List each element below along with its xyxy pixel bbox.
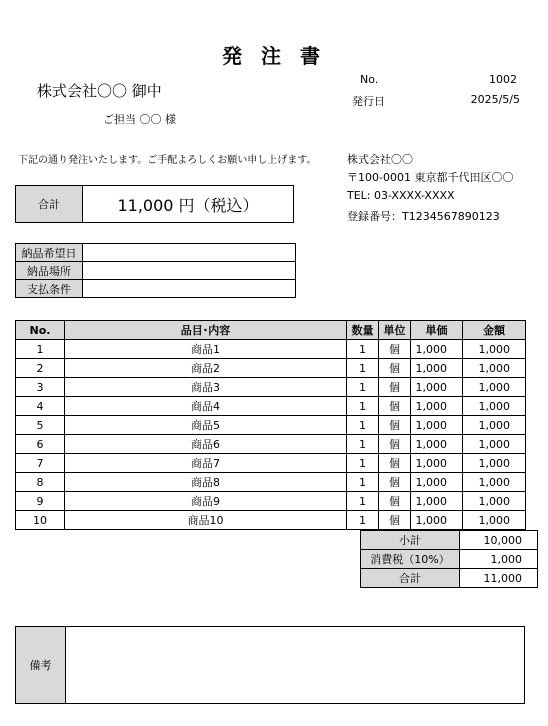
item-no: 2 <box>16 359 65 378</box>
item-amount: 1,000 <box>463 473 526 492</box>
table-row <box>16 378 526 397</box>
delivery-date-value <box>83 244 296 262</box>
item-amount: 1,000 <box>463 359 526 378</box>
payment-terms-label: 支払条件 <box>16 280 83 298</box>
item-qty: 1 <box>347 454 379 473</box>
item-qty: 1 <box>347 340 379 359</box>
table-row <box>16 473 526 492</box>
item-name: 商品8 <box>65 473 347 492</box>
summary-row <box>361 531 538 550</box>
item-unit: 個 <box>379 416 411 435</box>
col-header-amount: 金額 <box>463 321 526 340</box>
item-name: 商品10 <box>65 511 347 530</box>
col-header-item: 品目･内容 <box>65 321 347 340</box>
table-row <box>16 340 526 359</box>
item-qty: 1 <box>347 378 379 397</box>
document-title: 発 注 書 <box>222 44 326 68</box>
item-unit: 個 <box>379 359 411 378</box>
delivery-place-value <box>83 262 296 280</box>
item-no: 1 <box>16 340 65 359</box>
recipient-contact: ご担当 〇〇 様 <box>103 113 176 126</box>
table-row <box>16 492 526 511</box>
item-name: 商品5 <box>65 416 347 435</box>
summary-table <box>360 530 538 588</box>
item-qty: 1 <box>347 359 379 378</box>
table-row <box>16 359 526 378</box>
item-unit: 個 <box>379 340 411 359</box>
issuer-address: 〒100-0001 東京都千代田区〇〇 <box>347 171 514 184</box>
summary-row <box>361 569 538 588</box>
item-name: 商品6 <box>65 435 347 454</box>
item-name: 商品9 <box>65 492 347 511</box>
recipient-name: 株式会社〇〇 御中 <box>37 82 162 100</box>
delivery-info-table <box>15 243 296 298</box>
item-unit: 個 <box>379 378 411 397</box>
total-value: 11,000 円（税込） <box>117 195 259 215</box>
grand-total-value: 11,000 <box>460 569 538 588</box>
item-price: 1,000 <box>411 359 463 378</box>
item-price: 1,000 <box>411 492 463 511</box>
info-row <box>16 280 296 298</box>
payment-terms-value <box>83 280 296 298</box>
order-number-label: No. <box>360 73 379 86</box>
item-name: 商品3 <box>65 378 347 397</box>
items-table <box>15 320 526 530</box>
col-header-qty: 数量 <box>347 321 379 340</box>
delivery-date-label: 納品希望日 <box>16 244 83 262</box>
table-row <box>16 397 526 416</box>
table-row <box>16 511 526 530</box>
item-amount: 1,000 <box>463 340 526 359</box>
item-unit: 個 <box>379 454 411 473</box>
item-qty: 1 <box>347 397 379 416</box>
item-unit: 個 <box>379 492 411 511</box>
tax-value: 1,000 <box>460 550 538 569</box>
notes-label: 備考 <box>16 627 66 703</box>
notes-box <box>15 626 525 704</box>
item-price: 1,000 <box>411 511 463 530</box>
item-price: 1,000 <box>411 340 463 359</box>
col-header-price: 単価 <box>411 321 463 340</box>
item-name: 商品4 <box>65 397 347 416</box>
item-no: 5 <box>16 416 65 435</box>
table-row <box>16 454 526 473</box>
issue-date-label: 発行日 <box>352 95 385 108</box>
item-amount: 1,000 <box>463 492 526 511</box>
col-header-unit: 単位 <box>379 321 411 340</box>
items-header-row <box>16 321 526 340</box>
total-label: 合計 <box>16 186 83 222</box>
item-name: 商品7 <box>65 454 347 473</box>
issue-date-value: 2025/5/5 <box>470 93 520 106</box>
issuer-registration: 登録番号：T1234567890123 <box>347 210 500 223</box>
item-no: 9 <box>16 492 65 511</box>
item-no: 4 <box>16 397 65 416</box>
notes-body <box>66 627 524 703</box>
item-qty: 1 <box>347 511 379 530</box>
item-name: 商品2 <box>65 359 347 378</box>
col-header-no: No. <box>16 321 65 340</box>
item-no: 3 <box>16 378 65 397</box>
item-unit: 個 <box>379 435 411 454</box>
summary-row <box>361 550 538 569</box>
item-price: 1,000 <box>411 416 463 435</box>
item-unit: 個 <box>379 511 411 530</box>
item-unit: 個 <box>379 397 411 416</box>
subtotal-value: 10,000 <box>460 531 538 550</box>
info-row <box>16 244 296 262</box>
grand-total-label: 合計 <box>361 569 460 588</box>
item-qty: 1 <box>347 473 379 492</box>
tax-label: 消費税（10%） <box>361 550 460 569</box>
item-price: 1,000 <box>411 397 463 416</box>
item-name: 商品1 <box>65 340 347 359</box>
table-row <box>16 416 526 435</box>
order-notice: 下記の通り発注いたします。ご手配よろしくお願い申し上げます。 <box>18 155 317 166</box>
info-row <box>16 262 296 280</box>
item-amount: 1,000 <box>463 416 526 435</box>
item-amount: 1,000 <box>463 454 526 473</box>
item-qty: 1 <box>347 492 379 511</box>
item-no: 10 <box>16 511 65 530</box>
item-amount: 1,000 <box>463 397 526 416</box>
table-row <box>16 435 526 454</box>
item-qty: 1 <box>347 416 379 435</box>
item-qty: 1 <box>347 435 379 454</box>
item-no: 6 <box>16 435 65 454</box>
item-no: 8 <box>16 473 65 492</box>
item-amount: 1,000 <box>463 378 526 397</box>
item-amount: 1,000 <box>463 435 526 454</box>
issuer-tel: TEL: 03-XXXX-XXXX <box>347 189 455 202</box>
item-price: 1,000 <box>411 435 463 454</box>
delivery-place-label: 納品場所 <box>16 262 83 280</box>
total-box <box>15 185 294 223</box>
item-price: 1,000 <box>411 378 463 397</box>
item-amount: 1,000 <box>463 511 526 530</box>
item-unit: 個 <box>379 473 411 492</box>
subtotal-label: 小計 <box>361 531 460 550</box>
item-price: 1,000 <box>411 454 463 473</box>
item-no: 7 <box>16 454 65 473</box>
issuer-company: 株式会社〇〇 <box>347 153 413 166</box>
order-number-value: 1002 <box>489 73 517 86</box>
item-price: 1,000 <box>411 473 463 492</box>
